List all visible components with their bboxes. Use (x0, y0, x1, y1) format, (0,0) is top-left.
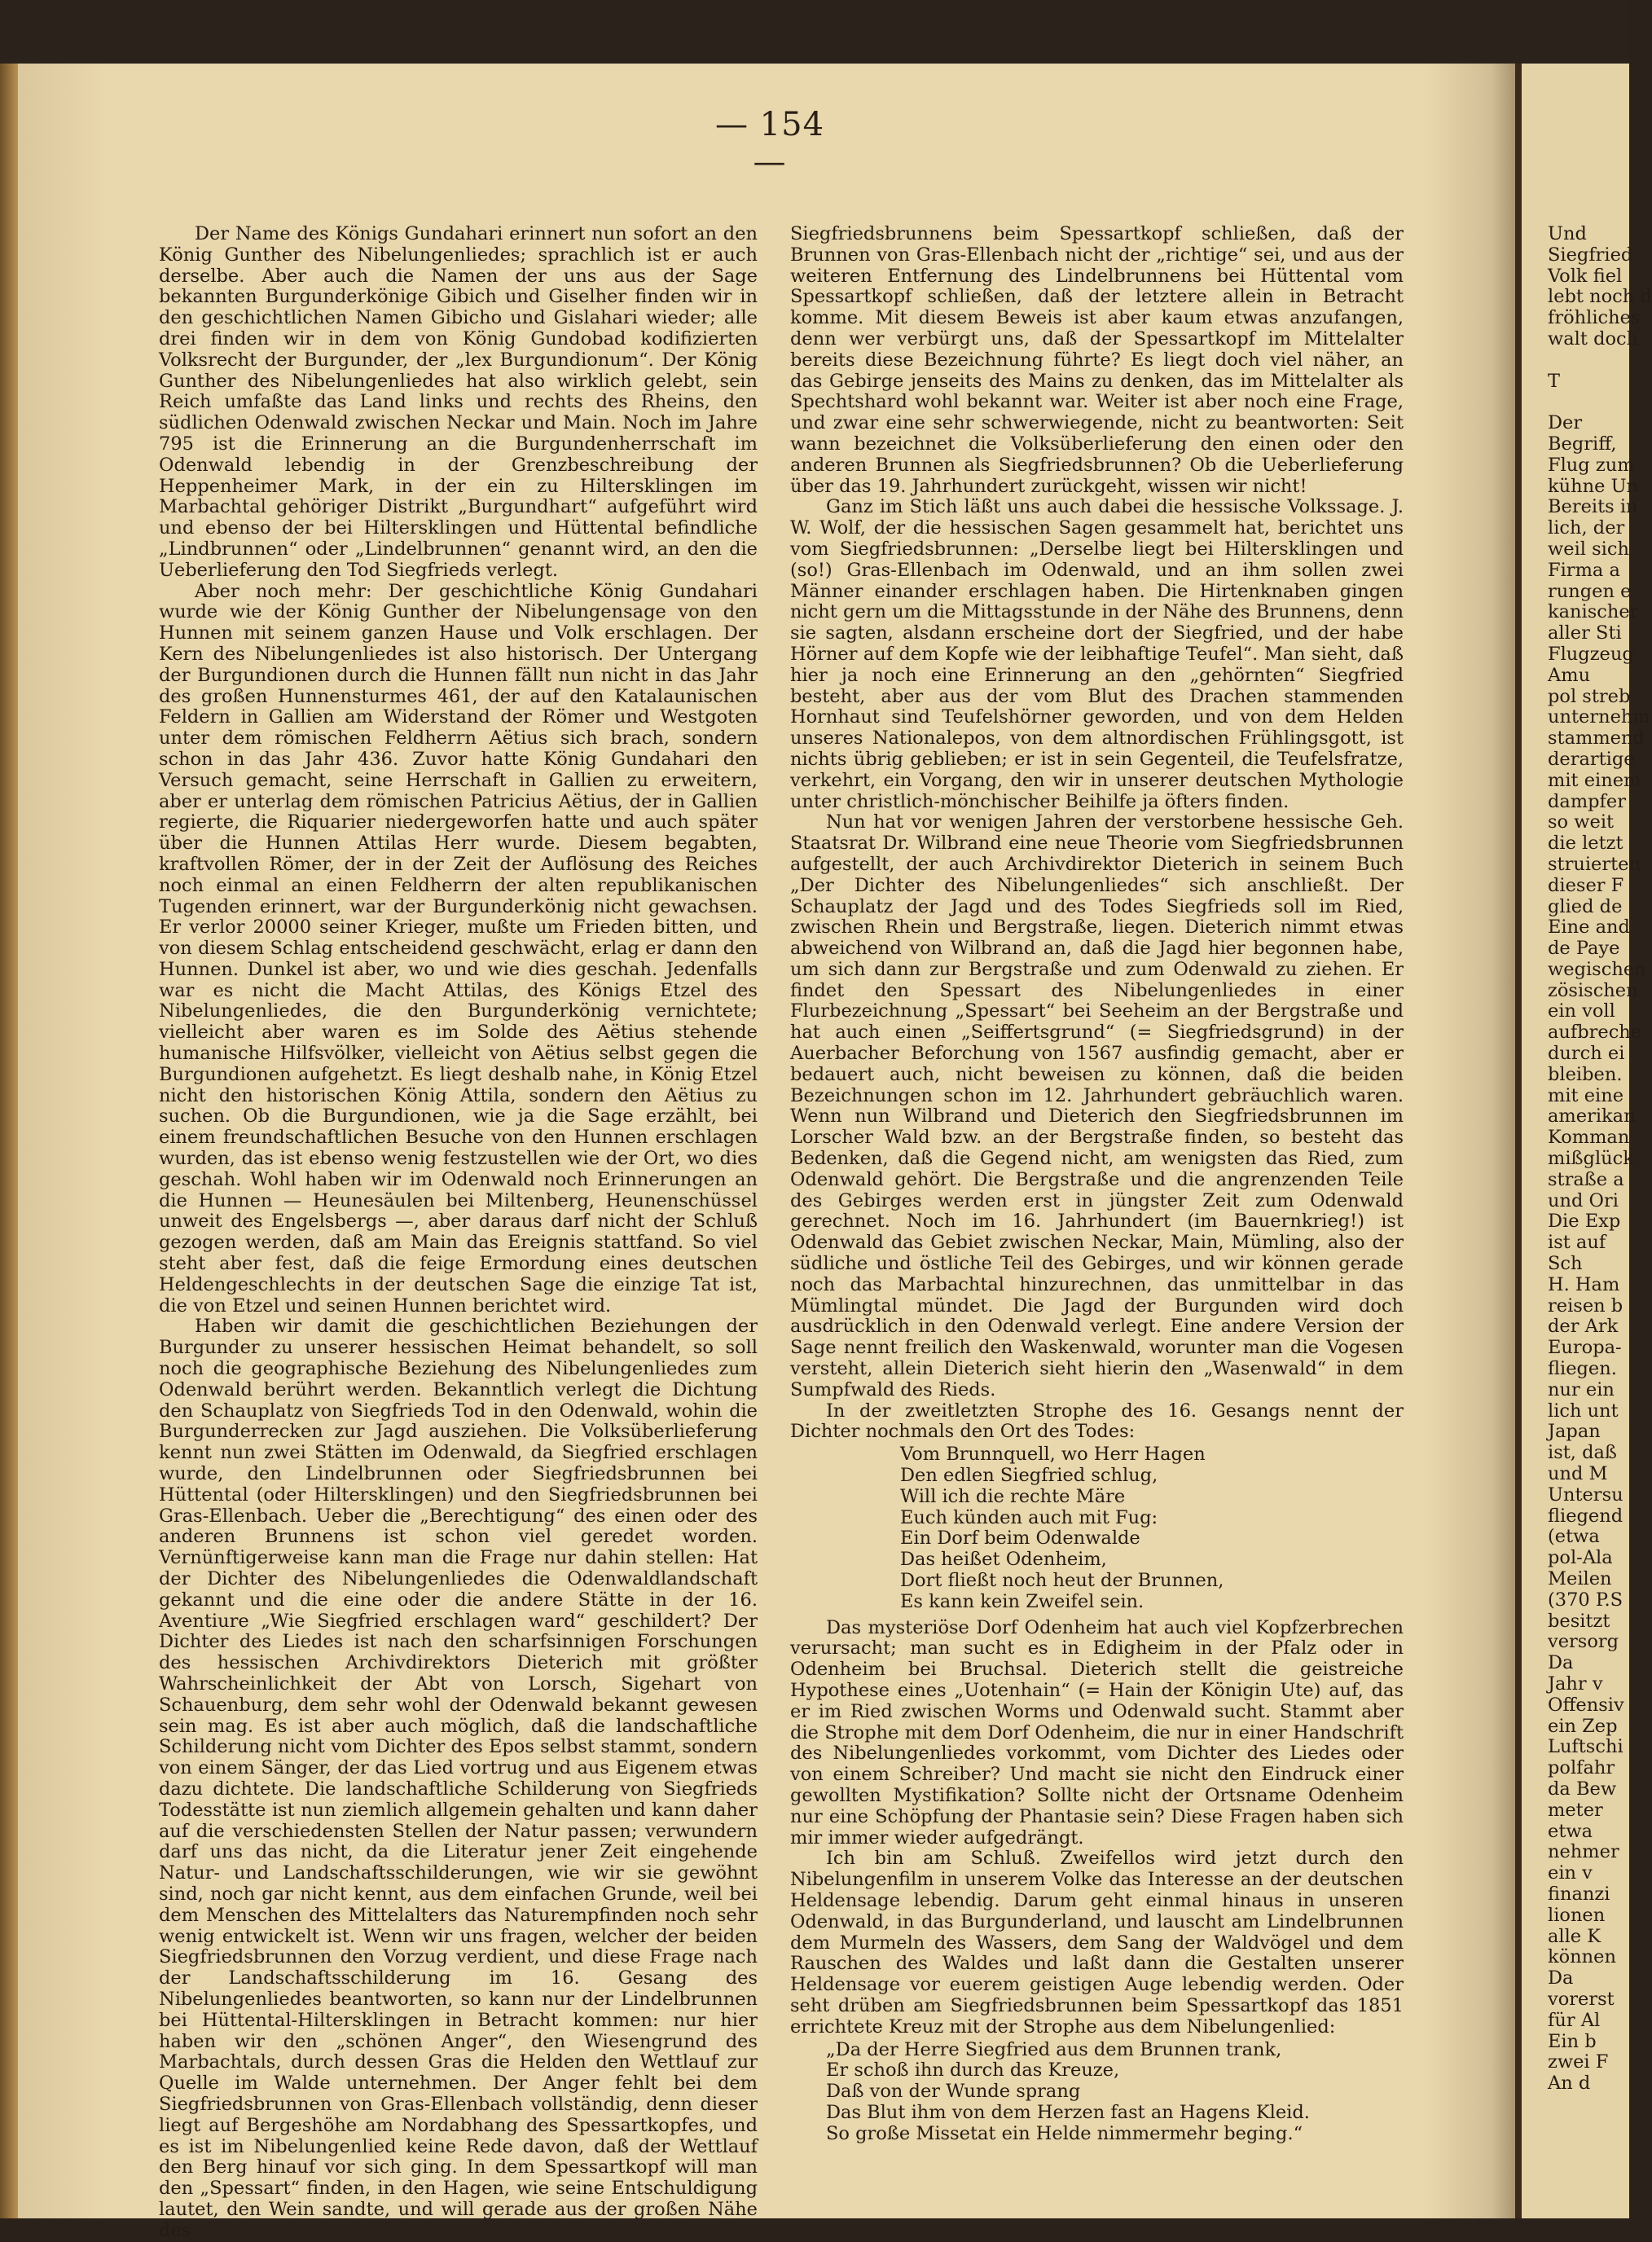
paragraph: Haben wir damit die geschichtlichen Beziehungen der Burgunder zu unserer hessischen Heimat behandelt, so soll noch die geographische Beziehung des Nibelungenliedes zum Odenwald berührt werden. Bekanntlich verlegt die Dichtung den Schauplatz von Siegfrieds Tod in den Odenwald, wohin die Burgunderrecken zur Jagd ausziehen. Die Volksüberlieferung kennt nun zwei Stätten im Odenwald, da Siegfried erschlagen wurde, den Lindelbrunnen oder Siegfriedsbrunnen bei Hüttental (oder Hiltersklingen) und den Siegfriedsbrunnen bei Gras-Ellenbach. Ueber die „Berechtigung“ des einen oder des anderen Brunnens ist schon viel geredet worden. Vernünftigerweise kann man die Frage nur dahin stellen: Hat der Dichter des Nibelungenliedes die Odenwaldlandschaft gekannt und die eine oder die andere Stätte in der 16. Aventiure „Wie Siegfried erschlagen ward“ geschildert? Der Dichter des Liedes ist nach den scharfsinnigen Forschungen des hessischen Archivdirektors Dieterich mit größter Wahrscheinlichkeit der Abt von Lorsch, Sigehart von Schauenburg, dem sehr wohl der Odenwald bekannt gewesen sein mag. Es ist aber auch möglich, daß die landschaftliche Schilderung nicht vom Dichter des Epos selbst stammt, sondern von einem Sänger, der das Lied vortrug und aus Eigenem etwas dazu dichtete. Die landschaftliche Schilderung von Siegfrieds Todesstätte ist nun ziemlich allgemein gehalten und kann daher auf die verschiedensten Stellen der Natur passen; verwundern darf uns das nicht, da die Literatur jener Zeit eingehende Natur- und Landschaftsschilderungen, wie wir sie gewöhnt sind, noch gar nicht kennt, aus dem einfachen Grunde, weil bei dem Menschen des Mittelalters das Naturempfinden noch sehr wenig entwickelt ist. Wenn wir uns fragen, welcher der beiden Siegfriedsbrunnen den Vorzug verdient, und diese Frage nach der Landschaftsschilderung im 16. Gesang des Nibelungenliedes beantworten, so kann nur der Lindelbrunnen bei Hüttental-Hiltersklingen in Betracht kommen: nur hier haben wir den „schönen Anger“, den Wiesengrund des Marbachtals, durch dessen Gras die Helden den Wettlauf zur Quelle im Walde unternehmen. Der Anger fehlt bei dem Siegfriedsbrunnen von Gras-Ellenbach vollständig, denn dieser liegt auf Bergeshöhe am Nordabhang des Spessartkopfes, und es ist im Nibelungenlied keine Rede davon, daß der Wettlauf den Berg hinauf vor sich ging. In dem Spessartkopf will man den „Spessart“ finden, in den Hagen, wie seine Entschuldigung lautet, den Wein sandte, und will gerade aus der großen Nähe des (159, 1316, 758, 2241)
next-page-line: Meilen (1548, 1568, 1612, 1589)
next-page-line: fliegend (1548, 1505, 1623, 1527)
next-page-line: für Al (1548, 2009, 1601, 2031)
next-page-line: zwei F (1548, 2051, 1609, 2073)
next-page-line: Untersu (1548, 1484, 1623, 1506)
paragraph: Ganz im Stich läßt uns auch dabei die hessische Volkssage. J. W. Wolf, der die hessischen Sagen gesammelt hat, berichtet uns vom Siegfriedsbrunnen: „Derselbe liegt bei Hiltersklingen und (so!) Gras-Ellenbach im Odenwald, und an ihm sollen zwei Männer einander erschlagen haben. Die Hirtenknaben gingen nicht gern um die Mittagsstunde in der Nähe des Brunnens, denn sie sagten, alsdann erscheine dort der Siegfried, und der habe Hörner auf dem Kopfe wie der leibhaftige Teufel“. Man sieht, daß hier ja noch eine Erinnerung an den „gehörnten“ Siegfried besteht, aber aus der vom Blut des Drachen stammenden Hornhaut sind Teufelshörner geworden, und von dem Helden unseres Nationalepos, von dem altnordischen Frühlingsgott, ist nichts übrig geblieben; er ist in sein Gegenteil, die Teufelsfratze, verkehrt, ein Vorgang, den wir in unserer deutschen Mythologie unter christlich-mönchischer Beihilfe ja öfters finden. (790, 496, 1404, 812)
next-page-line: Firma a (1548, 559, 1620, 581)
paragraph: Der Name des Königs Gundahari erinnert nun sofort an den König Gunther des Nibelungenliedes; sprachlich ist er auch derselbe. Aber auch die Namen der uns aus der Sage bekannten Burgunderkönige Gibich und Giselher finden wir in den geschichtlichen Namen Gibicho und Gislahari wieder; alle drei finden wir in dem von König Gundobad kodifizierten Volksrecht der Burgunder, der „lex Burgundionum“. Der König Gunther des Nibelungenliedes hat also wirklich gelebt, sein Reich umfaßte das Land links und rechts des Rheins, den südlichen Odenwald zwischen Neckar und Main. Noch im Jahre 795 ist die Erinnerung an die Burgundenherrschaft im Odenwald lebendig in der Grenzbeschreibung der Heppenheimer Mark, in der ein zu Hiltersklingen im Marbachtal gehöriger Distrikt „Burgundhart“ aufgeführt wird und ebenso der bei Hiltersklingen und Hüttental befindliche „Lindbrunnen“ oder „Lindelbrunnen“ genannt wird, an den die Ueberlieferung den Tod Siegfrieds verlegt. (159, 223, 758, 581)
paragraph: Aber noch mehr: Der geschichtliche König Gundahari wurde wie der König Gunther der Nibelungensage von den Hunnen mit seinem ganzen Hause und Volk erschlagen. Der Kern des Nibelungenliedes ist also historisch. Der Untergang der Burgundionen durch die Hunnen fällt nun nicht in das Jahr des großen Hunnensturmes 461, der auf den Katalaunischen Feldern in Gallien am Widerstand der Römer und Westgoten unter dem römischen Feldherrn Aëtius sich brach, sondern schon in das Jahr 436. Zuvor hatte König Gundahari den Versuch gemacht, seine Herrschaft in Gallien zu erweitern, aber er unterlag dem römischen Patricius Aëtius, der in Gallien regierte, die Riquarier niedergeworfen hatte und auch später über die Hunnen Attilas Herr wurde. Diesem begabten, kraftvollen Römer, der in der Zeit der Auflösung des Reiches noch einmal an einen Feldherrn der alten republikanischen Tugenden erinnert, war der Burgunderkönig nicht gewachsen. Er verlor 20000 seiner Krieger, mußte um Frieden bitten, und von diesem Schlag entscheidend geschwächt, erlag er dann den Hunnen. Dunkel ist aber, wo und wie dies geschah. Jedenfalls war es nicht die Macht Attilas, des Königs Etzel des Nibelungenliedes, die den Burgunderkönig vernichtete; vielleicht aber waren es im Solde des Aëtius stehende humanische Hilfsvölker, vielleicht von Aëtius selbst gegen die Burgundionen aufgehetzt. Es liegt deshalb nahe, in König Etzel nicht den historischen König Attila, sondern den Aëtius zu suchen. Ob die Burgundionen, wie ja die Sage erzählt, bei einem freundschaftlichen Besuche von den Hunnen erschlagen wurden, das ist ebenso wenig festzustellen wie der Ort, wo dies geschah. Wohl haben wir im Odenwald noch Erinnerungen an die Hunnen — Heunesäulen bei Miltenberg, Heunenschüssel unweit des Engelsbergs —, aber daraus darf nicht der Schluß gezogen werden, daß am Main das Ereignis stattfand. So viel steht aber fest, daß die feige Ermordung eines deutschen Heldengeschlechts in der deutschen Sage die einzige Tat ist, die von Etzel und seinen Hunnen berichtet wird. (159, 580, 758, 1317)
next-page-column-fragment (1548, 223, 1652, 2098)
next-page-line: Die Exp (1548, 1211, 1621, 1233)
verse-line: Dort fließt noch heut der Brunnen, (900, 1570, 1224, 1591)
next-page-line: versorg (1548, 1631, 1619, 1653)
next-page-line: besitzt (1548, 1610, 1610, 1632)
next-page-line: Da (1548, 1652, 1574, 1674)
next-page-line: meter (1548, 1799, 1603, 1821)
next-page-line: An d (1548, 2073, 1591, 2095)
next-page-line: de Paye (1548, 938, 1620, 960)
next-page-line: dampfer (1548, 790, 1626, 812)
next-page-line: reisen b (1548, 1295, 1623, 1317)
next-page-line: aller Sti (1548, 622, 1622, 644)
next-page-line: mißglück (1548, 1148, 1634, 1170)
next-page-line (1548, 350, 1629, 371)
next-page-line: ist, daß (1548, 1442, 1617, 1464)
verse-line: Ein Dorf beim Odenwalde (900, 1528, 1140, 1550)
next-page-line: ein Zep (1548, 1715, 1618, 1737)
next-page-line: nur ein (1548, 1378, 1615, 1400)
page-number: — 154 — (714, 106, 825, 181)
next-page-line: Flug zum (1548, 454, 1635, 476)
next-page-line: Eine and (1548, 917, 1630, 939)
verse-line: Das Blut ihm von dem Herzen fast an Hagens Kleid. (826, 2101, 1310, 2123)
next-page-line: struierten (1548, 853, 1641, 875)
next-page-line: Sch (1548, 1253, 1583, 1275)
paragraph: Nun hat vor wenigen Jahren der verstorbene hessische Geh. Staatsrat Dr. Wilbrand eine neue Theorie vom Siegfriedsbrunnen aufgestellt, der auch Archivdirektor Dieterich in seinem Buch „Der Dichter des Nibelungenliedes“ sich anschließt. Der Schauplatz der Jagd und des Todes Siegfrieds soll im Ried, zwischen Rhein und Bergstraße, liegen. Dieterich nimmt etwas abweichend von Wilbrand an, daß die Jagd hier begonnen habe, um sich dann zur Bergstraße und zum Odenwald zu ziehen. Er findet den Spessart des Nibelungenliedes in einer Flurbezeichnung „Spessart“ bei Seeheim an der Bergstraße und hat auch einen „Seiffertsgrund“ (= Siegfriedsgrund) in der Auerbacher Beforchung von 1567 ausfindig gemacht, aber er bedauert auch, nicht beweisen zu können, daß die beiden Bezeichnungen schon im 12. Jahrhundert gebräuchlich waren. Wenn nun Wilbrand und Dieterich den Siegfriedsbrunnen im Lorscher Wald bzw. an der Bergstraße finden, so besteht das Bedenken, daß die Gegend nicht, am wenigsten das Ried, zum Odenwald gehört. Die Bergstraße und die angrenzenden Teile des Gebirges werden erst in jüngster Zeit zum Odenwald gerechnet. Noch im 16. Jahrhundert (im Bauernkrieg!) ist Odenwald das Gebiet zwischen Neckar, Main, Mümling, also der südliche und östliche Teil des Gebirges, und wir können gerade noch das Marbachtal hinzurechnen, das unmittelbar in das Mümlingtal mündet. Die Jagd der Burgunden wird doch ausdrücklich in den Odenwald verlegt. Eine andere Version der Sage nennt freilich den Waskenwald, worunter man die Vogesen versteht, allein Dieterich sieht hierin den „Wasenwald“ in dem Sumpfwald des Rieds. (790, 811, 1404, 1400)
article-column-left (159, 223, 758, 2241)
next-page-line: Begriff, (1548, 433, 1617, 455)
next-page-line: ist auf (1548, 1232, 1606, 1254)
next-page-line: Der (1548, 412, 1583, 434)
next-page-line: straße a (1548, 1168, 1624, 1190)
verse-stanza (900, 1444, 1404, 1612)
next-page-line (1548, 392, 1629, 413)
next-page-line: durch ei (1548, 1043, 1625, 1065)
next-page-line: und Ori (1548, 1189, 1619, 1211)
next-page-line: kühne Un (1548, 475, 1639, 497)
next-page-line: pol-Ala (1548, 1547, 1613, 1569)
next-page-line: Flugzeug (1548, 643, 1634, 665)
next-page-line: so weit (1548, 811, 1615, 833)
next-page-line: dieser F (1548, 874, 1624, 896)
next-page-line: lionen (1548, 1904, 1606, 1926)
next-page-line: mit einem (1548, 769, 1641, 791)
next-page-line: finanzi (1548, 1883, 1610, 1905)
paragraph: Siegfriedsbrunnens beim Spessartkopf schließen, daß der Brunnen von Gras-Ellenbach nicht der „richtige“ sei, und aus der weiteren Entfernung des Lindelbrunnens bei Hüttental vom Spessartkopf schließen, daß der letztere allein in Betracht komme. Mit diesem Beweis ist aber kaum etwas anzufangen, denn wer verbürgt uns, daß der Spessartkopf im Mittelalter bereits diese Bezeichnung führte? Es liegt doch viel näher, an das Gebirge jenseits des Mains zu denken, das im Mittelalter als Spechtshard wohl bekannt war. Weiter ist aber noch eine Frage, und zwar eine sehr schwerwiegende, nicht zu beantworten: Seit wann bezeichnet die Volksüberlieferung den einen oder den anderen Brunnen als Siegfriedsbrunnen? Ob die Ueberlieferung über das 19. Jahrhundert zurückgeht, wissen wir nicht! (790, 223, 1404, 497)
next-page-line: und M (1548, 1463, 1608, 1485)
verse-line: So große Missetat ein Helde nimmermehr beging.“ (826, 2122, 1303, 2144)
next-page-line: polfahr (1548, 1757, 1615, 1779)
next-page-line: wegischen (1548, 958, 1646, 980)
next-page-line: Europa- (1548, 1337, 1622, 1359)
next-page-line: nehmer (1548, 1841, 1619, 1863)
next-page-line: glied de (1548, 895, 1623, 917)
inscription-stanza (826, 2040, 1404, 2145)
next-page-line: Jahr v (1548, 1673, 1603, 1695)
verse-line: Es kann kein Zweifel sein. (900, 1590, 1145, 1612)
next-page-line: rungen e (1548, 580, 1632, 602)
next-page-line: Siegfried (1548, 244, 1633, 266)
next-page-line: amerikan (1548, 1106, 1636, 1128)
next-page-line: vorerst (1548, 1988, 1615, 2010)
next-page-line: fröhliches (1548, 307, 1641, 329)
paragraph: In der zweitletzten Strophe des 16. Gesangs nennt der Dichter nochmals den Ort des Todes: (790, 1400, 1404, 1443)
next-page-line: Volk fiel (1548, 265, 1623, 287)
paragraph: Ich bin am Schluß. Zweifellos wird jetzt durch den Nibelungenfilm in unserem Volke das Interesse an der deutschen Heldensage lebendig. Darum geht einmal hinaus in unseren Odenwald, in das Burgunderland, und lauscht am Lindelbrunnen dem Murmeln des Wassers, dem Sang der Waldvögel und dem Rauschen des Waldes und laßt dann die Gestalten unserer Heldensage vor euerem geistigen Auge lebendig werden. Oder seht drüben am Siegfriedsbrunnen beim Spessartkopf das 1851 errichtete Kreuz mit der Strophe aus dem Nibelungenlied: (790, 1848, 1404, 2038)
next-page-line: alle K (1548, 1925, 1601, 1947)
next-page-line: Luftschi (1548, 1736, 1623, 1758)
next-page-line: lich unt (1548, 1400, 1619, 1422)
next-page-line: der Ark (1548, 1316, 1619, 1338)
verse-line: Das heißet Odenheim, (900, 1549, 1107, 1571)
next-page-line: die letzt (1548, 833, 1623, 855)
verse-line: Will ich die rechte Märe (900, 1485, 1126, 1507)
paragraph: Das mysteriöse Dorf Odenheim hat auch viel Kopfzerbrechen verursacht; man sucht es in Edigheim in der Pfalz oder in Odenheim bei Bruchsal. Dieterich stellt die geistreiche Hypothese eines „Uotenhain“ (= Hain der Königin Ute) auf, das er im Ried zwischen Worms und Odenwald sucht. Stammt aber die Strophe mit dem Dorf Odenheim, die nur in einer Handschrift des Nibelungenliedes vorkommt, vom Dichter des Liedes oder von einem Schreiber? Und macht sie nicht den Eindruck einer gewollten Mystifikation? Sollte nicht der Ortsname Odenheim nur eine Schöpfung der Phantasie sein? Diese Fragen haben sich mir immer wieder aufgedrängt. (790, 1616, 1404, 1849)
next-page-line: Da (1548, 1967, 1574, 1989)
verse-line: Er schoß ihn durch das Kreuze, (826, 2060, 1120, 2082)
next-page-line: da Bew (1548, 1778, 1617, 1800)
page-fold (1515, 64, 1522, 2218)
next-page-line: T (1548, 370, 1561, 392)
verse-line: „Da der Herre Siegfried aus dem Brunnen trank, (826, 2038, 1282, 2060)
next-page-line: lich, der (1548, 517, 1625, 539)
next-page-line: unternehm (1548, 706, 1650, 728)
next-page-line: Japan (1548, 1421, 1601, 1443)
next-page-line: pol streb (1548, 685, 1631, 707)
next-page-line: (etwa (1548, 1526, 1600, 1548)
verse-line: Vom Brunnquell, wo Herr Hagen (900, 1444, 1206, 1466)
next-page-line: aufbreche (1548, 1022, 1642, 1044)
next-page-line: Amu (1548, 664, 1591, 686)
next-page-line: fliegen. (1548, 1358, 1617, 1380)
next-page-line: lebt noch d (1548, 286, 1652, 308)
next-page-line: etwa (1548, 1820, 1593, 1842)
next-page-line: kanischer (1548, 601, 1639, 623)
next-page-line: Bereits in (1548, 496, 1638, 518)
next-page-line: zösischen (1548, 979, 1638, 1001)
next-page-line: ein voll (1548, 1000, 1615, 1022)
next-page-line: (370 P.S (1548, 1589, 1623, 1611)
next-page-line: Und (1548, 223, 1587, 244)
next-page-line: ein v (1548, 1862, 1593, 1884)
previous-page-edge (0, 64, 18, 2218)
next-page-line: Offensiv (1548, 1694, 1624, 1716)
next-page-line: mit eine (1548, 1084, 1624, 1106)
next-page-line: weil sich (1548, 538, 1629, 560)
verse-line: Daß von der Wunde sprang (826, 2081, 1081, 2103)
article-column-right (790, 223, 1404, 2144)
next-page-line: Komman (1548, 1127, 1630, 1149)
next-page-line: stammend (1548, 728, 1645, 750)
next-page-line: derartige (1548, 748, 1635, 770)
verse-line: Den edlen Siegfried schlug, (900, 1465, 1158, 1487)
verse-line: Euch künden auch mit Fug: (900, 1506, 1158, 1528)
next-page-line: bleiben. (1548, 1063, 1623, 1085)
next-page-line: Ein b (1548, 2030, 1597, 2052)
next-page-line: können (1548, 1946, 1616, 1968)
next-page-line: walt doch (1548, 328, 1639, 349)
next-page-line: H. Ham (1548, 1273, 1620, 1295)
